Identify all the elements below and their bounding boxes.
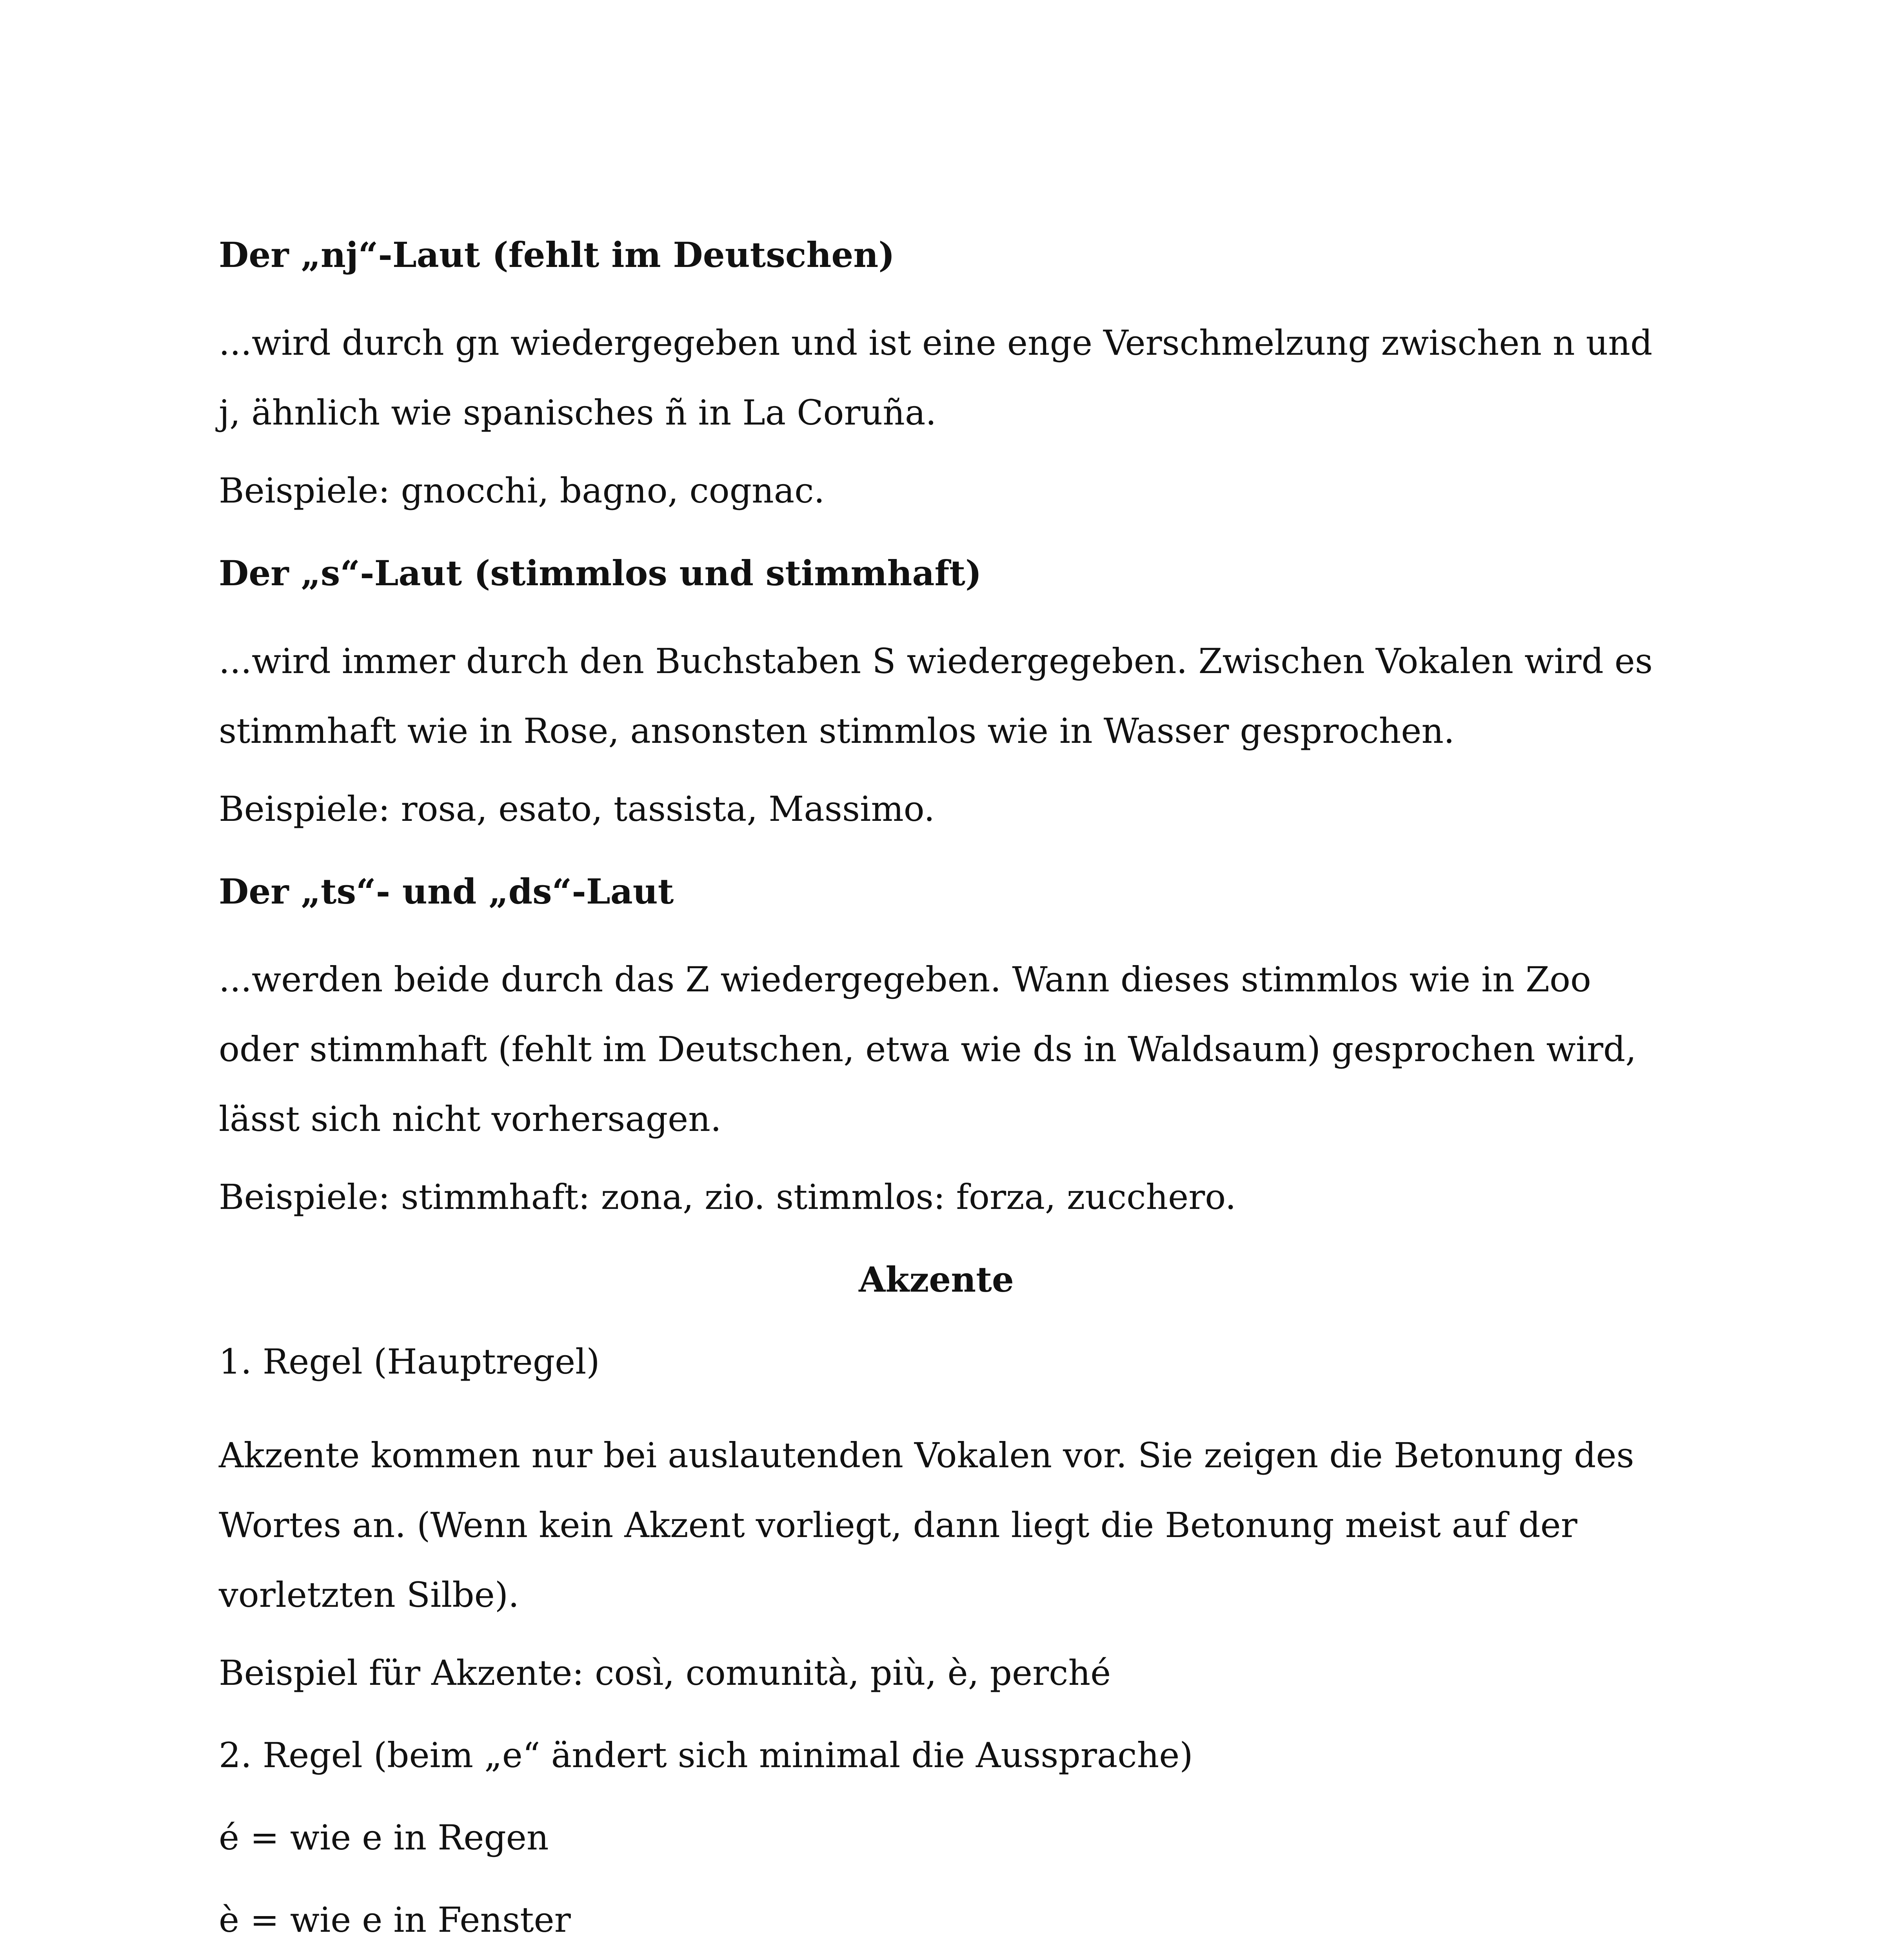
rule2-line-e-acute: é = wie e in Regen	[219, 1817, 549, 1858]
rule1-label: 1. Regel (Hauptregel)	[219, 1341, 600, 1382]
accents-title: Akzente	[859, 1259, 1014, 1300]
rule2-line-e-grave: è = wie e in Fenster	[219, 1900, 571, 1940]
paragraph-nj-sound: ...wird durch gn wiedergegeben und ist eine enge Verschmelzung zwischen n und j, ähnlich wie spanisches ñ in La Coruña.	[219, 323, 1653, 433]
heading-nj-sound: Der „nj“-Laut (fehlt im Deutschen)	[219, 234, 895, 275]
rule1-text: Akzente kommen nur bei auslautenden Vokalen vor. Sie zeigen die Betonung des Wortes an. (Wenn kein Akzent vorliegt, dann liegt die Betonung meist auf der vorletzten Silbe).	[219, 1435, 1634, 1615]
examples-s-sound: Beispiele: rosa, esato, tassista, Massimo.	[219, 789, 935, 829]
rule1-example: Beispiel für Akzente: così, comunità, più, è, perché	[219, 1653, 1111, 1693]
page-content	[219, 231, 1654, 1960]
heading-ts-ds-sound: Der „ts“- und „ds“-Laut	[219, 871, 674, 912]
rule2-label: 2. Regel (beim „e“ ändert sich minimal die Aussprache)	[219, 1735, 1193, 1775]
paragraph-s-sound: ...wird immer durch den Buchstaben S wiedergegeben. Zwischen Vokalen wird es stimmhaft wie in Rose, ansonsten stimmlos wie in Wasser gesprochen.	[219, 641, 1653, 751]
examples-ts-ds-sound: Beispiele: stimmhaft: zona, zio. stimmlos: forza, zucchero.	[219, 1177, 1236, 1217]
examples-nj-sound: Beispiele: gnocchi, bagno, cognac.	[219, 470, 825, 511]
heading-s-sound: Der „s“-Laut (stimmlos und stimmhaft)	[219, 553, 982, 593]
paragraph-ts-ds-sound: ...werden beide durch das Z wiedergegeben. Wann dieses stimmlos wie in Zoo oder stimmhaft (fehlt im Deutschen, etwa wie ds in Waldsaum) gesprochen wird, lässt sich nicht vorhersagen.	[219, 959, 1637, 1139]
